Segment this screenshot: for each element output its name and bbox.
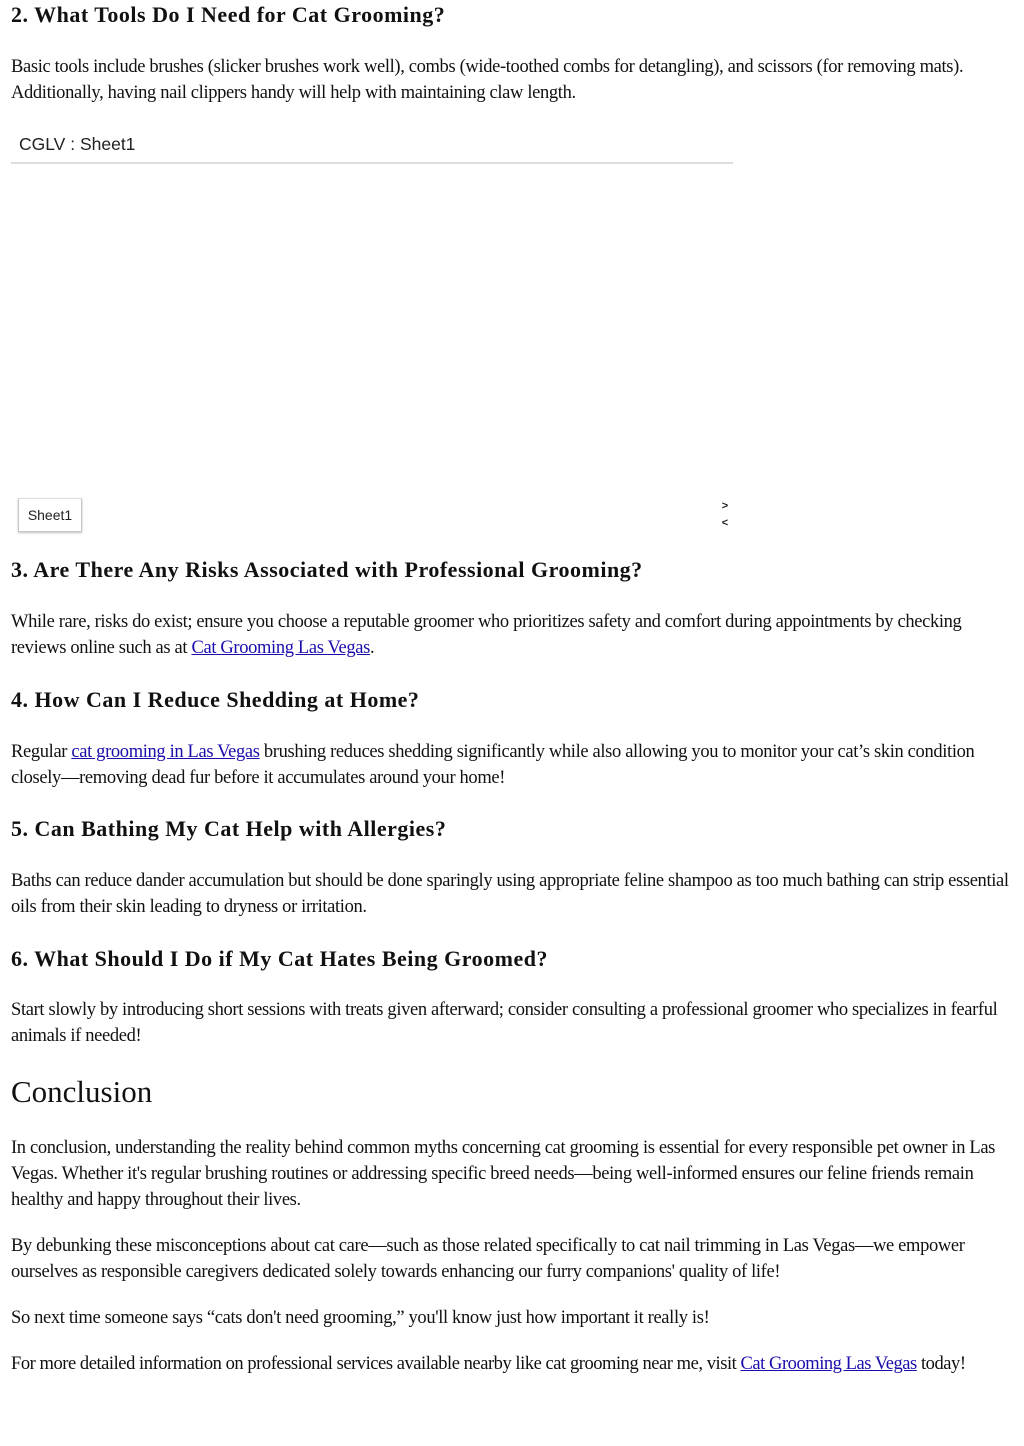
- conclusion-paragraph-1: In conclusion, understanding the reality behind common myths concerning cat grooming is essential for every responsible pet owner in Las Vegas. Whether it's regular brushing routines or addressing specific breed needs—being well-informed ensures our feline friends remain healthy and happy throughout their lives.: [11, 1138, 996, 1210]
- conclusion-heading: Conclusion: [11, 1074, 153, 1109]
- sheet-prev-arrow-icon[interactable]: <: [721, 517, 729, 529]
- sheet-tab-sheet1[interactable]: Sheet1: [18, 498, 82, 532]
- section-4-heading: 4. How Can I Reduce Shedding at Home?: [11, 687, 420, 712]
- section-5-body: Baths can reduce dander accumulation but should be done sparingly using appropriate feline shampoo as too much bathing can strip essential oils from their skin leading to dryness or irritation.: [11, 871, 1009, 917]
- conclusion-p4-text-end: today!: [916, 1354, 966, 1374]
- conclusion-cat-grooming-las-vegas-link[interactable]: Cat Grooming Las Vegas: [740, 1354, 917, 1374]
- embedded-spreadsheet[interactable]: [11, 128, 733, 538]
- conclusion-paragraph-3: So next time someone says “cats don't need grooming,” you'll know just how important it really is!: [11, 1308, 710, 1328]
- section-3-text: While rare, risks do exist; ensure you choose a reputable groomer who prioritizes safety and comfort during appointments by checking reviews online such as at: [11, 612, 962, 658]
- cat-grooming-las-vegas-link[interactable]: Cat Grooming Las Vegas: [191, 638, 370, 658]
- sheet-next-arrow-icon[interactable]: >: [721, 500, 729, 512]
- section-2-heading: 2. What Tools Do I Need for Cat Grooming?: [11, 2, 446, 27]
- section-3-text-end: .: [369, 638, 375, 658]
- sheet-title: CGLV : Sheet1: [19, 134, 136, 154]
- section-4-text-end: brushing reduces shedding significantly while also allowing you to monitor your cat’s skin condition closely—removing dead fur before it accumulates around your home!: [11, 742, 975, 788]
- section-6-body: Start slowly by introducing short sessions with treats given afterward; consider consulting a professional groomer who specializes in fearful animals if needed!: [11, 1000, 998, 1046]
- section-4-body: [11, 739, 1011, 791]
- section-4-text: Regular: [11, 742, 72, 762]
- section-3-heading: 3. Are There Any Risks Associated with Professional Grooming?: [11, 557, 643, 582]
- conclusion-p4-text: For more detailed information on professional services available nearby like cat grooming near me, visit: [11, 1354, 741, 1374]
- conclusion-paragraph-2: By debunking these misconceptions about cat care—such as those related specifically to cat nail trimming in Las Vegas—we empower ourselves as responsible caregivers dedicated solely towards enhancing our furry companions' quality of life!: [11, 1236, 965, 1282]
- sheet-tab-nav: [720, 498, 730, 532]
- section-5-heading: 5. Can Bathing My Cat Help with Allergies?: [11, 816, 447, 841]
- cat-grooming-in-las-vegas-link[interactable]: cat grooming in Las Vegas: [71, 742, 260, 762]
- sheet-divider: [11, 162, 733, 164]
- section-3-body: [11, 609, 1011, 661]
- section-2-body: Basic tools include brushes (slicker brushes work well), combs (wide-toothed combs for detangling), and scissors (for removing mats). Additionally, having nail clippers handy will help with maintaining claw length.: [11, 57, 964, 103]
- conclusion-paragraph-4: [11, 1351, 1011, 1377]
- section-6-heading: 6. What Should I Do if My Cat Hates Being Groomed?: [11, 946, 548, 971]
